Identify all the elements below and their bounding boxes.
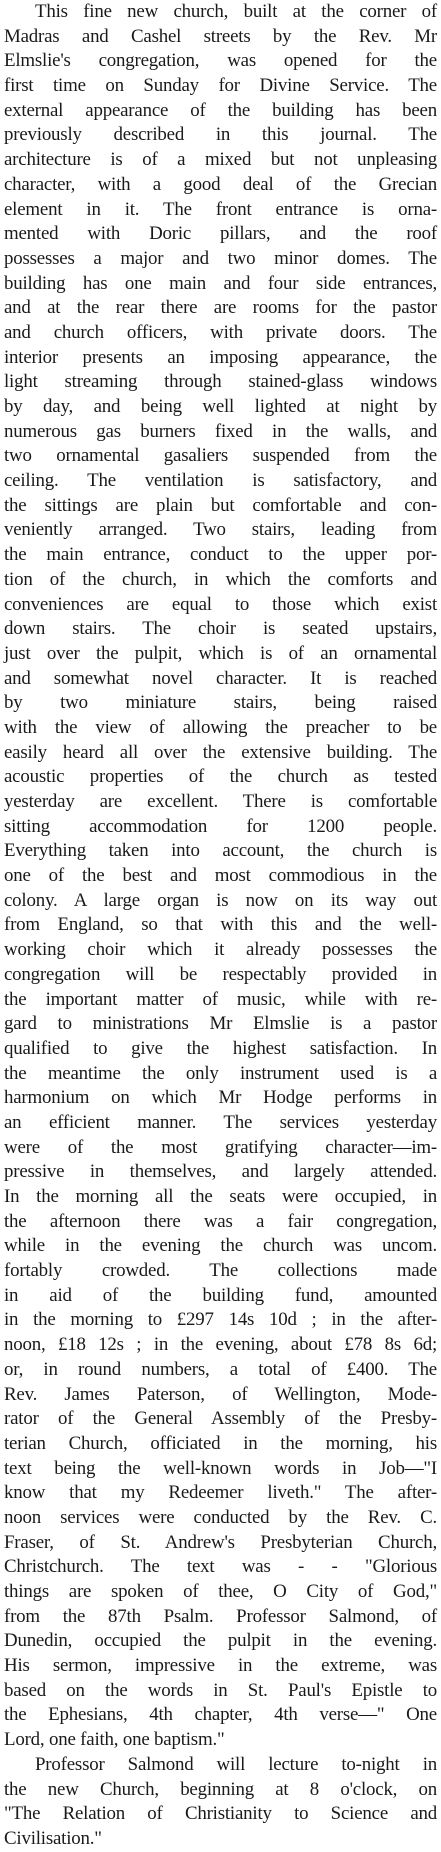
text-line: possesses a major and two minor domes. The [4, 247, 437, 269]
text-line: an efficient manner. The services yesterday [4, 1111, 437, 1133]
text-line: by day, and being well lighted at night by [4, 396, 437, 417]
text-line: noon services were conducted by the Rev. C. [4, 1506, 437, 1528]
text-line: the main entrance, conduct to the upper por- [4, 544, 437, 566]
text-line: tion of the church, in which the comforts and [4, 568, 437, 590]
text-line: the Ephesians, 4th chapter, 4th verse—" One [4, 1704, 437, 1726]
text-line: Professor Salmond will lecture to-night in [35, 1753, 437, 1775]
text-line: colony. A large organ is now on its way out [4, 889, 437, 911]
text-line: down stairs. The choir is seated upstairs, [4, 618, 437, 640]
text-line: working choir which it already possesses the [4, 939, 437, 961]
text-line: by two miniature stairs, being raised [4, 692, 437, 714]
text-line: light streaming through stained-glass windows [4, 371, 437, 393]
text-line: Lord, one faith, one baptism." [4, 1729, 225, 1751]
text-line: Elmslie's congregation, was opened for the [4, 50, 437, 72]
text-line: the new Church, beginning at 8 o'clock, on [4, 1778, 437, 1800]
text-line: congregation will be respectably provided in [4, 963, 437, 985]
text-line: and at the rear there are rooms for the pastor [4, 297, 437, 319]
text-line: element in it. The front entrance is orna- [4, 198, 437, 220]
text-line: Dunedin, occupied the pulpit in the evening. [4, 1630, 437, 1652]
text-line: know that my Redeemer liveth." The after- [4, 1482, 437, 1504]
text-line: veniently arranged. Two stairs, leading from [4, 519, 437, 541]
article-paragraph [4, 0, 437, 1753]
text-line: the meantime the only instrument used is a [4, 1062, 437, 1084]
text-line: previously described in this journal. The [4, 124, 437, 146]
text-line: in the morning to £297 14s 10d ; in the after- [4, 1309, 437, 1331]
text-line: Christchurch. The text was - - "Glorious [4, 1556, 437, 1578]
text-line: "The Relation of Christianity to Science and [4, 1803, 437, 1825]
text-line: ceiling. The ventilation is satisfactory, and [4, 470, 437, 492]
text-line: conveniences are equal to those which exist [4, 593, 437, 615]
text-line: Civilisation." [4, 1827, 102, 1849]
newspaper-column [4, 0, 437, 1849]
text-line: acoustic properties of the church as tested [4, 766, 437, 788]
text-line: were of the most gratifying character—im- [4, 1136, 437, 1158]
text-line: noon, £18 12s ; in the evening, about £78 8s 6d; [4, 1334, 437, 1356]
text-line: mented with Doric pillars, and the roof [4, 223, 437, 245]
text-line: Madras and Cashel streets by the Rev. Mr [4, 25, 437, 47]
text-line: rator of the General Assembly of the Presby- [4, 1408, 437, 1430]
text-line: or, in round numbers, a total of £400. The [4, 1358, 437, 1380]
text-line: while in the evening the church was uncom. [4, 1235, 437, 1257]
text-line: the afternoon there was a fair congregation, [4, 1210, 437, 1232]
text-line: His sermon, impressive in the extreme, was [4, 1655, 437, 1677]
text-line: one of the best and most commodious in the [4, 865, 437, 887]
text-line: easily heard all over the extensive building. The [4, 741, 437, 763]
article-paragraph [4, 1753, 437, 1852]
text-line: and somewhat novel character. It is reached [4, 667, 437, 689]
text-line: the sittings are plain but comfortable and con- [4, 494, 437, 516]
text-line: in aid of the building fund, amounted [4, 1284, 437, 1306]
text-line: character, with a good deal of the Grecian [4, 173, 437, 195]
text-line: the important matter of music, while with re- [4, 988, 437, 1010]
text-line: Fraser, of St. Andrew's Presbyterian Church, [4, 1531, 437, 1553]
text-line: building has one main and four side entrances, [4, 272, 437, 294]
text-line: qualified to give the highest satisfaction. In [4, 1037, 437, 1059]
text-line: from the 87th Psalm. Professor Salmond, of [4, 1605, 437, 1627]
text-line: harmonium on which Mr Hodge performs in [4, 1087, 437, 1109]
text-line: fortably crowded. The collections made [4, 1260, 437, 1282]
text-line: from England, so that with this and the well- [4, 914, 437, 936]
text-line: Everything taken into account, the church is [4, 840, 437, 862]
text-line: based on the words in St. Paul's Epistle to [4, 1679, 437, 1701]
text-line: sitting accommodation for 1200 people. [4, 815, 437, 837]
text-line: and church officers, with private doors. The [4, 321, 437, 343]
text-line: with the view of allowing the preacher to be [4, 716, 437, 738]
text-line: external appearance of the building has been [4, 99, 437, 121]
text-line: yesterday are excellent. There is comfortable [4, 791, 437, 812]
text-line: In the morning all the seats were occupied, in [4, 1186, 437, 1207]
text-line: pressive in themselves, and largely attended. [4, 1161, 437, 1183]
text-line: just over the pulpit, which is of an ornamental [4, 642, 437, 664]
text-line: first time on Sunday for Divine Service. The [4, 75, 437, 97]
text-line: numerous gas burners fixed in the walls, and [4, 420, 437, 442]
text-line: gard to ministrations Mr Elmslie is a pastor [4, 1013, 437, 1035]
text-line: things are spoken of thee, O City of God," [4, 1581, 437, 1602]
text-line: Rev. James Paterson, of Wellington, Mode- [4, 1383, 437, 1405]
text-line: text being the well-known words in Job—"I [4, 1457, 437, 1479]
text-line: terian Church, officiated in the morning, his [4, 1432, 437, 1454]
text-line: interior presents an imposing appearance, the [4, 346, 437, 368]
text-line: two ornamental gasaliers suspended from the [4, 445, 437, 467]
text-line: This fine new church, built at the corner of [35, 1, 437, 22]
text-line: architecture is of a mixed but not unpleasing [4, 149, 437, 171]
